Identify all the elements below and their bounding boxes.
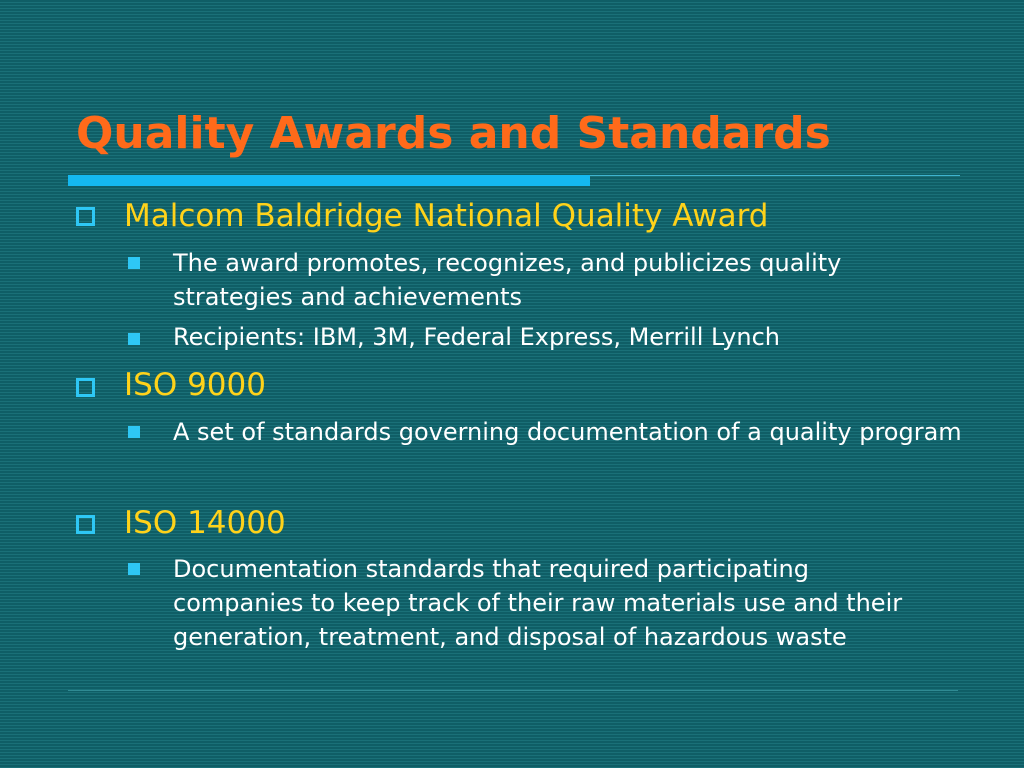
subbullet-iso-14000-description: Documentation standards that required participating companies to keep track of their raw materials use and their generation, treatment, and disposal of hazardous waste	[173, 555, 903, 651]
bullet-iso-14000: ISO 14000	[124, 505, 286, 541]
title-underline-thin	[590, 175, 960, 176]
subbullet-iso-9000-description: A set of standards governing documentation of a quality program	[173, 418, 962, 446]
filled-square-icon	[128, 333, 140, 345]
bullet-baldrige-award: Malcom Baldridge National Quality Award	[124, 198, 769, 234]
title-underline-thick	[68, 175, 590, 186]
hollow-square-icon	[76, 207, 95, 226]
slide-title: Quality Awards and Standards	[76, 108, 831, 159]
hollow-square-icon	[76, 378, 95, 397]
filled-square-icon	[128, 257, 140, 269]
filled-square-icon	[128, 563, 140, 575]
subbullet-award-description: The award promotes, recognizes, and publicizes quality strategies and achievements	[173, 249, 842, 311]
bullet-iso-9000: ISO 9000	[124, 367, 266, 403]
footer-divider	[68, 690, 958, 691]
filled-square-icon	[128, 426, 140, 438]
hollow-square-icon	[76, 515, 95, 534]
subbullet-award-recipients: Recipients: IBM, 3M, Federal Express, Merrill Lynch	[173, 323, 780, 351]
